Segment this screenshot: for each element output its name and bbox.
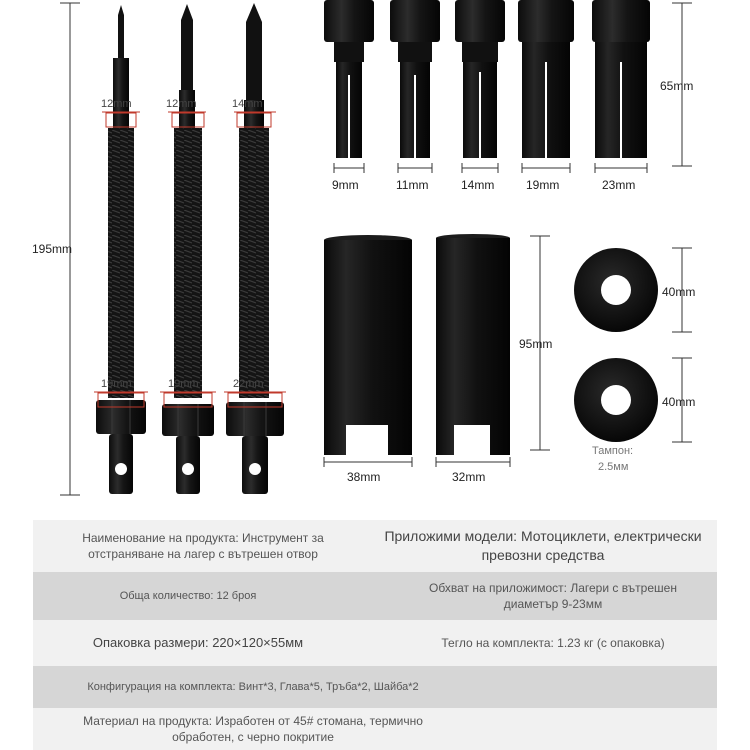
collet-head-4 [518,0,574,158]
washer-1 [574,248,658,332]
spec-kit-configuration: Конфигурация на комплекта: Винт*3, Глава*5, Тръба*2, Шайба*2 [87,680,419,693]
spec-row-2 [33,572,717,620]
label-screw-1-bottom: 19mm [101,378,132,390]
spec-package-size: Опаковка размери: 220×120×55мм [92,635,304,651]
washer-dimension-markers [672,248,692,442]
screw-3 [226,3,284,494]
label-washer-note: Тампон: [592,445,634,457]
label-head-3: 14mm [461,178,495,192]
label-screw-3-top: 14mm [232,98,263,110]
label-washer-2: 40mm [662,395,696,409]
label-head-2: 11mm [396,178,429,192]
spec-row-4 [33,666,717,708]
spec-material: Материал на продукта: Изработен от 45# стомана, термично обработен, с черно покритие [83,713,423,744]
collet-head-1 [324,0,374,158]
collet-head-2 [390,0,440,158]
label-head-1: 9mm [332,178,359,192]
spec-row-1 [33,520,717,572]
label-screw-1-top: 12mm [101,98,132,110]
spec-row-5 [33,708,717,750]
spec-row-3 [33,620,717,666]
label-screw-2-bottom: 19mm [168,378,199,390]
label-head-4: 19mm [526,178,560,192]
spec-total-quantity: Обща количество: 12 броя [119,589,257,602]
label-washer-thickness: 2.5мм [598,461,629,473]
label-heads-height: 65mm [660,79,694,93]
screw-1 [96,5,146,494]
label-screw-2-top: 12mm [166,98,197,110]
spec-application-range: Обхват на приложимост: Лагери с вътрешен диаметър 9-23мм [429,580,677,611]
collet-head-3 [455,0,505,158]
label-head-5: 23mm [602,178,636,192]
collet-head-5 [592,0,650,158]
label-tube-2: 32mm [452,470,486,484]
spec-compatible-models: Приложими модели: Мотоциклети, електрически превозни средства [384,528,702,563]
label-tube-1: 38mm [347,470,381,484]
spec-kit-weight: Тегло на комплекта: 1.23 кг (с опаковка) [441,635,665,650]
spec-product-name: Наименование на продукта: Инструмент за отстраняване на лагер с вътрешен отвор [82,530,324,561]
tube-32mm [436,234,510,457]
label-screw-3-bottom: 22mm [233,378,264,390]
spec-table [33,520,717,750]
label-washer-1: 40mm [662,285,696,299]
washer-2 [574,358,658,442]
label-screw-length: 195mm [32,242,73,256]
screw-2 [162,4,214,494]
label-tubes-height: 95mm [519,337,553,351]
tube-38mm [324,235,412,457]
